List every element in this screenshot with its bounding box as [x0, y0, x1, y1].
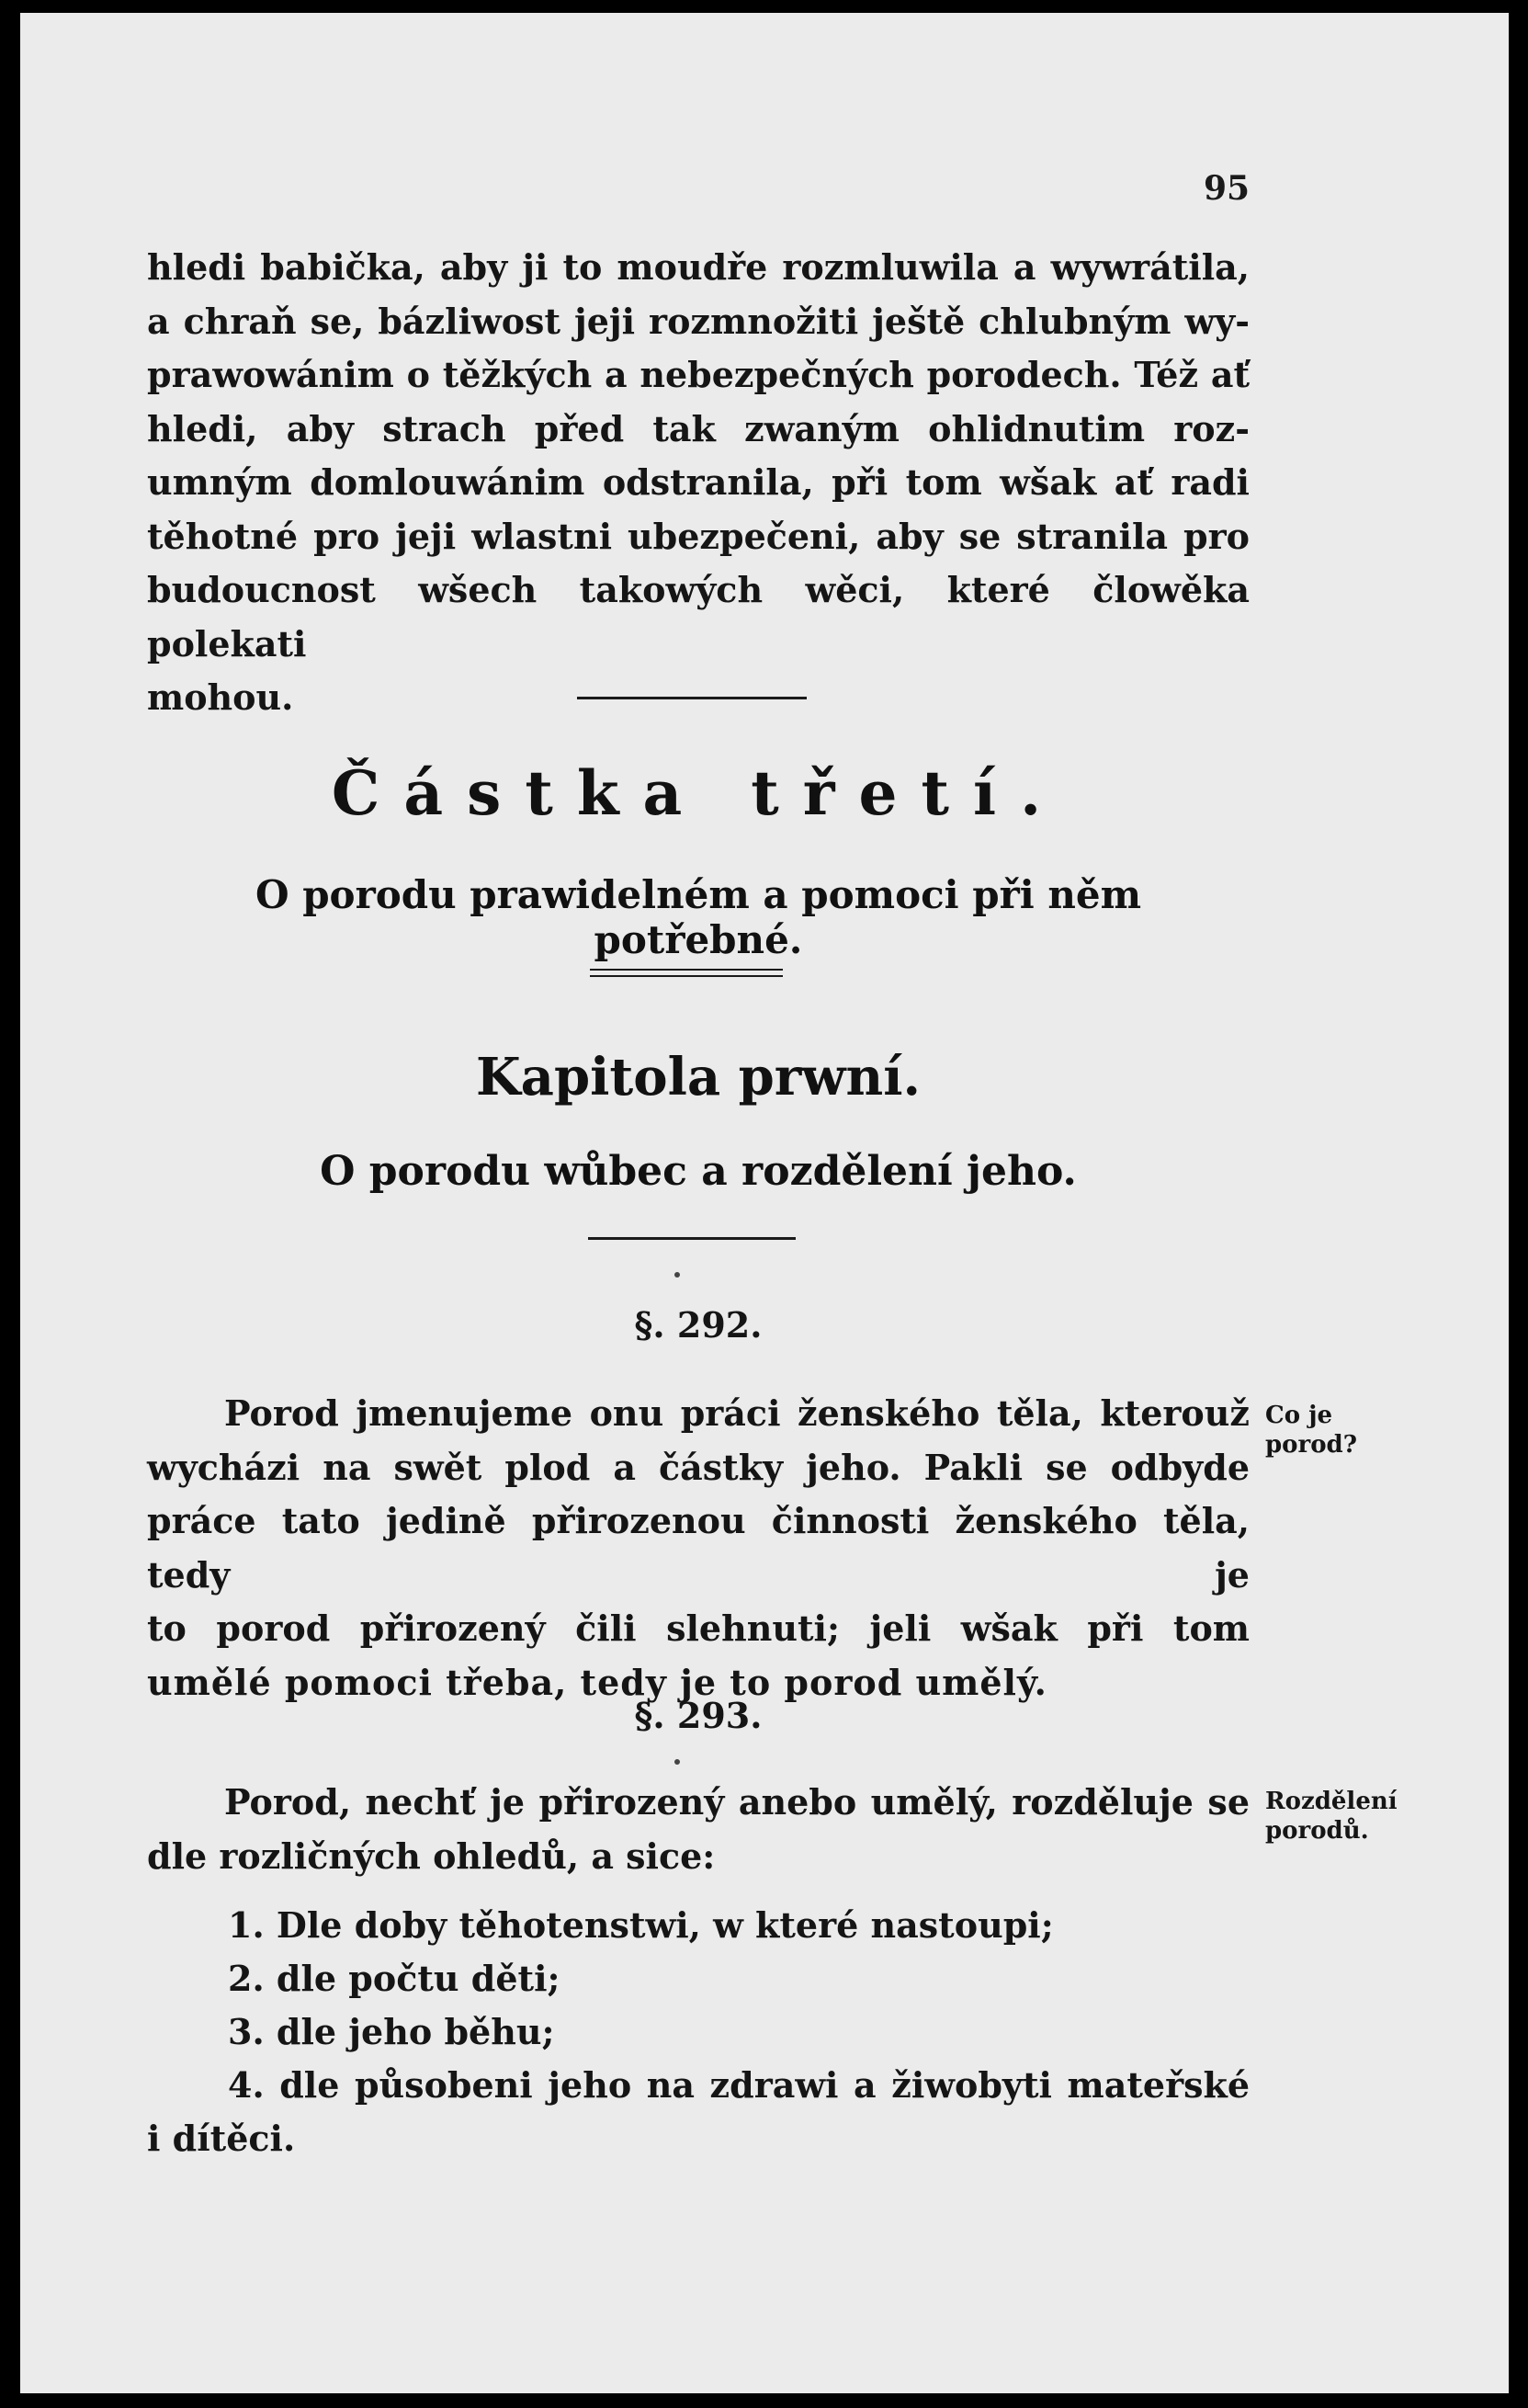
text-line: umělé pomoci třeba, tedy je to porod umělý. [147, 1661, 1047, 1703]
print-speck [674, 1272, 680, 1278]
separator-rule [577, 697, 807, 699]
section-paragraph [147, 1387, 1250, 1709]
text-line: mohou. [147, 676, 294, 718]
margin-note: Rozdělení porodů. [1265, 1788, 1398, 1845]
text-line: to porod přirozený čili slehnuti; jeli wšak při tom [147, 1607, 1250, 1649]
section-paragraph [147, 1776, 1250, 1883]
margin-note: Co je porod? [1265, 1402, 1357, 1459]
part-subtitle: O porodu prawidelném a pomoci při něm potřebné. [255, 872, 1142, 962]
text-line: Porod, nechť je přirozený anebo umělý, rozděluje se [224, 1781, 1250, 1823]
print-speck [674, 1759, 680, 1765]
chapter-title: Kapitola prwní. [475, 1047, 921, 1107]
text-line: budoucnost wšech takowých wěci, které člowěka polekati [147, 569, 1250, 664]
text-line: hledi, aby strach před tak zwaným ohlidnutim roz- [147, 407, 1250, 449]
text-line: hledi babička, aby ji to moudře rozmluwila a wywrátila, [147, 246, 1250, 288]
list-item: 3. dle jeho běhu; [228, 2011, 555, 2052]
list-item-continuation: i dítěci. [147, 2118, 296, 2159]
section-number: §. 292. [634, 1304, 763, 1346]
text-line: umným domlouwánim odstranila, při tom wšak ať radi [147, 461, 1250, 503]
text-line: a chraň se, bázliwost jeji rozmnožiti ještě chlubným wy- [147, 300, 1250, 342]
book-page [20, 13, 1509, 2393]
list-item: 2. dle počtu děti; [228, 1958, 560, 1999]
text-line: dle rozličných ohledů, a sice: [147, 1834, 716, 1877]
text-line: Porod jmenujeme onu práci ženského těla, kterouž [224, 1392, 1250, 1434]
page-number: 95 [1204, 169, 1251, 208]
list-item: 1. Dle doby těhotenstwi, w které nastoupi; [228, 1904, 1054, 1946]
section-number: §. 293. [634, 1695, 763, 1736]
double-separator-rule [590, 969, 783, 977]
text-line: práce tato jedině přirozenou činnosti ženského těla, tedy je [147, 1500, 1250, 1596]
part-title: Částka třetí. [331, 757, 1066, 829]
text-line: prawowánim o těžkých a nebezpečných porodech. Též ať [147, 354, 1250, 395]
separator-rule [588, 1237, 796, 1240]
list-item: 4. dle působeni jeho na zdrawi a žiwobyti mateřské [228, 2064, 1250, 2106]
text-line: těhotné pro jeji wlastni ubezpečeni, aby se stranila pro [147, 515, 1250, 557]
text-line: wycházi na swět plod a částky jeho. Pakli se odbyde [147, 1446, 1250, 1488]
intro-paragraph [147, 241, 1250, 725]
chapter-subtitle: O porodu wůbec a rozdělení jeho. [320, 1148, 1077, 1195]
